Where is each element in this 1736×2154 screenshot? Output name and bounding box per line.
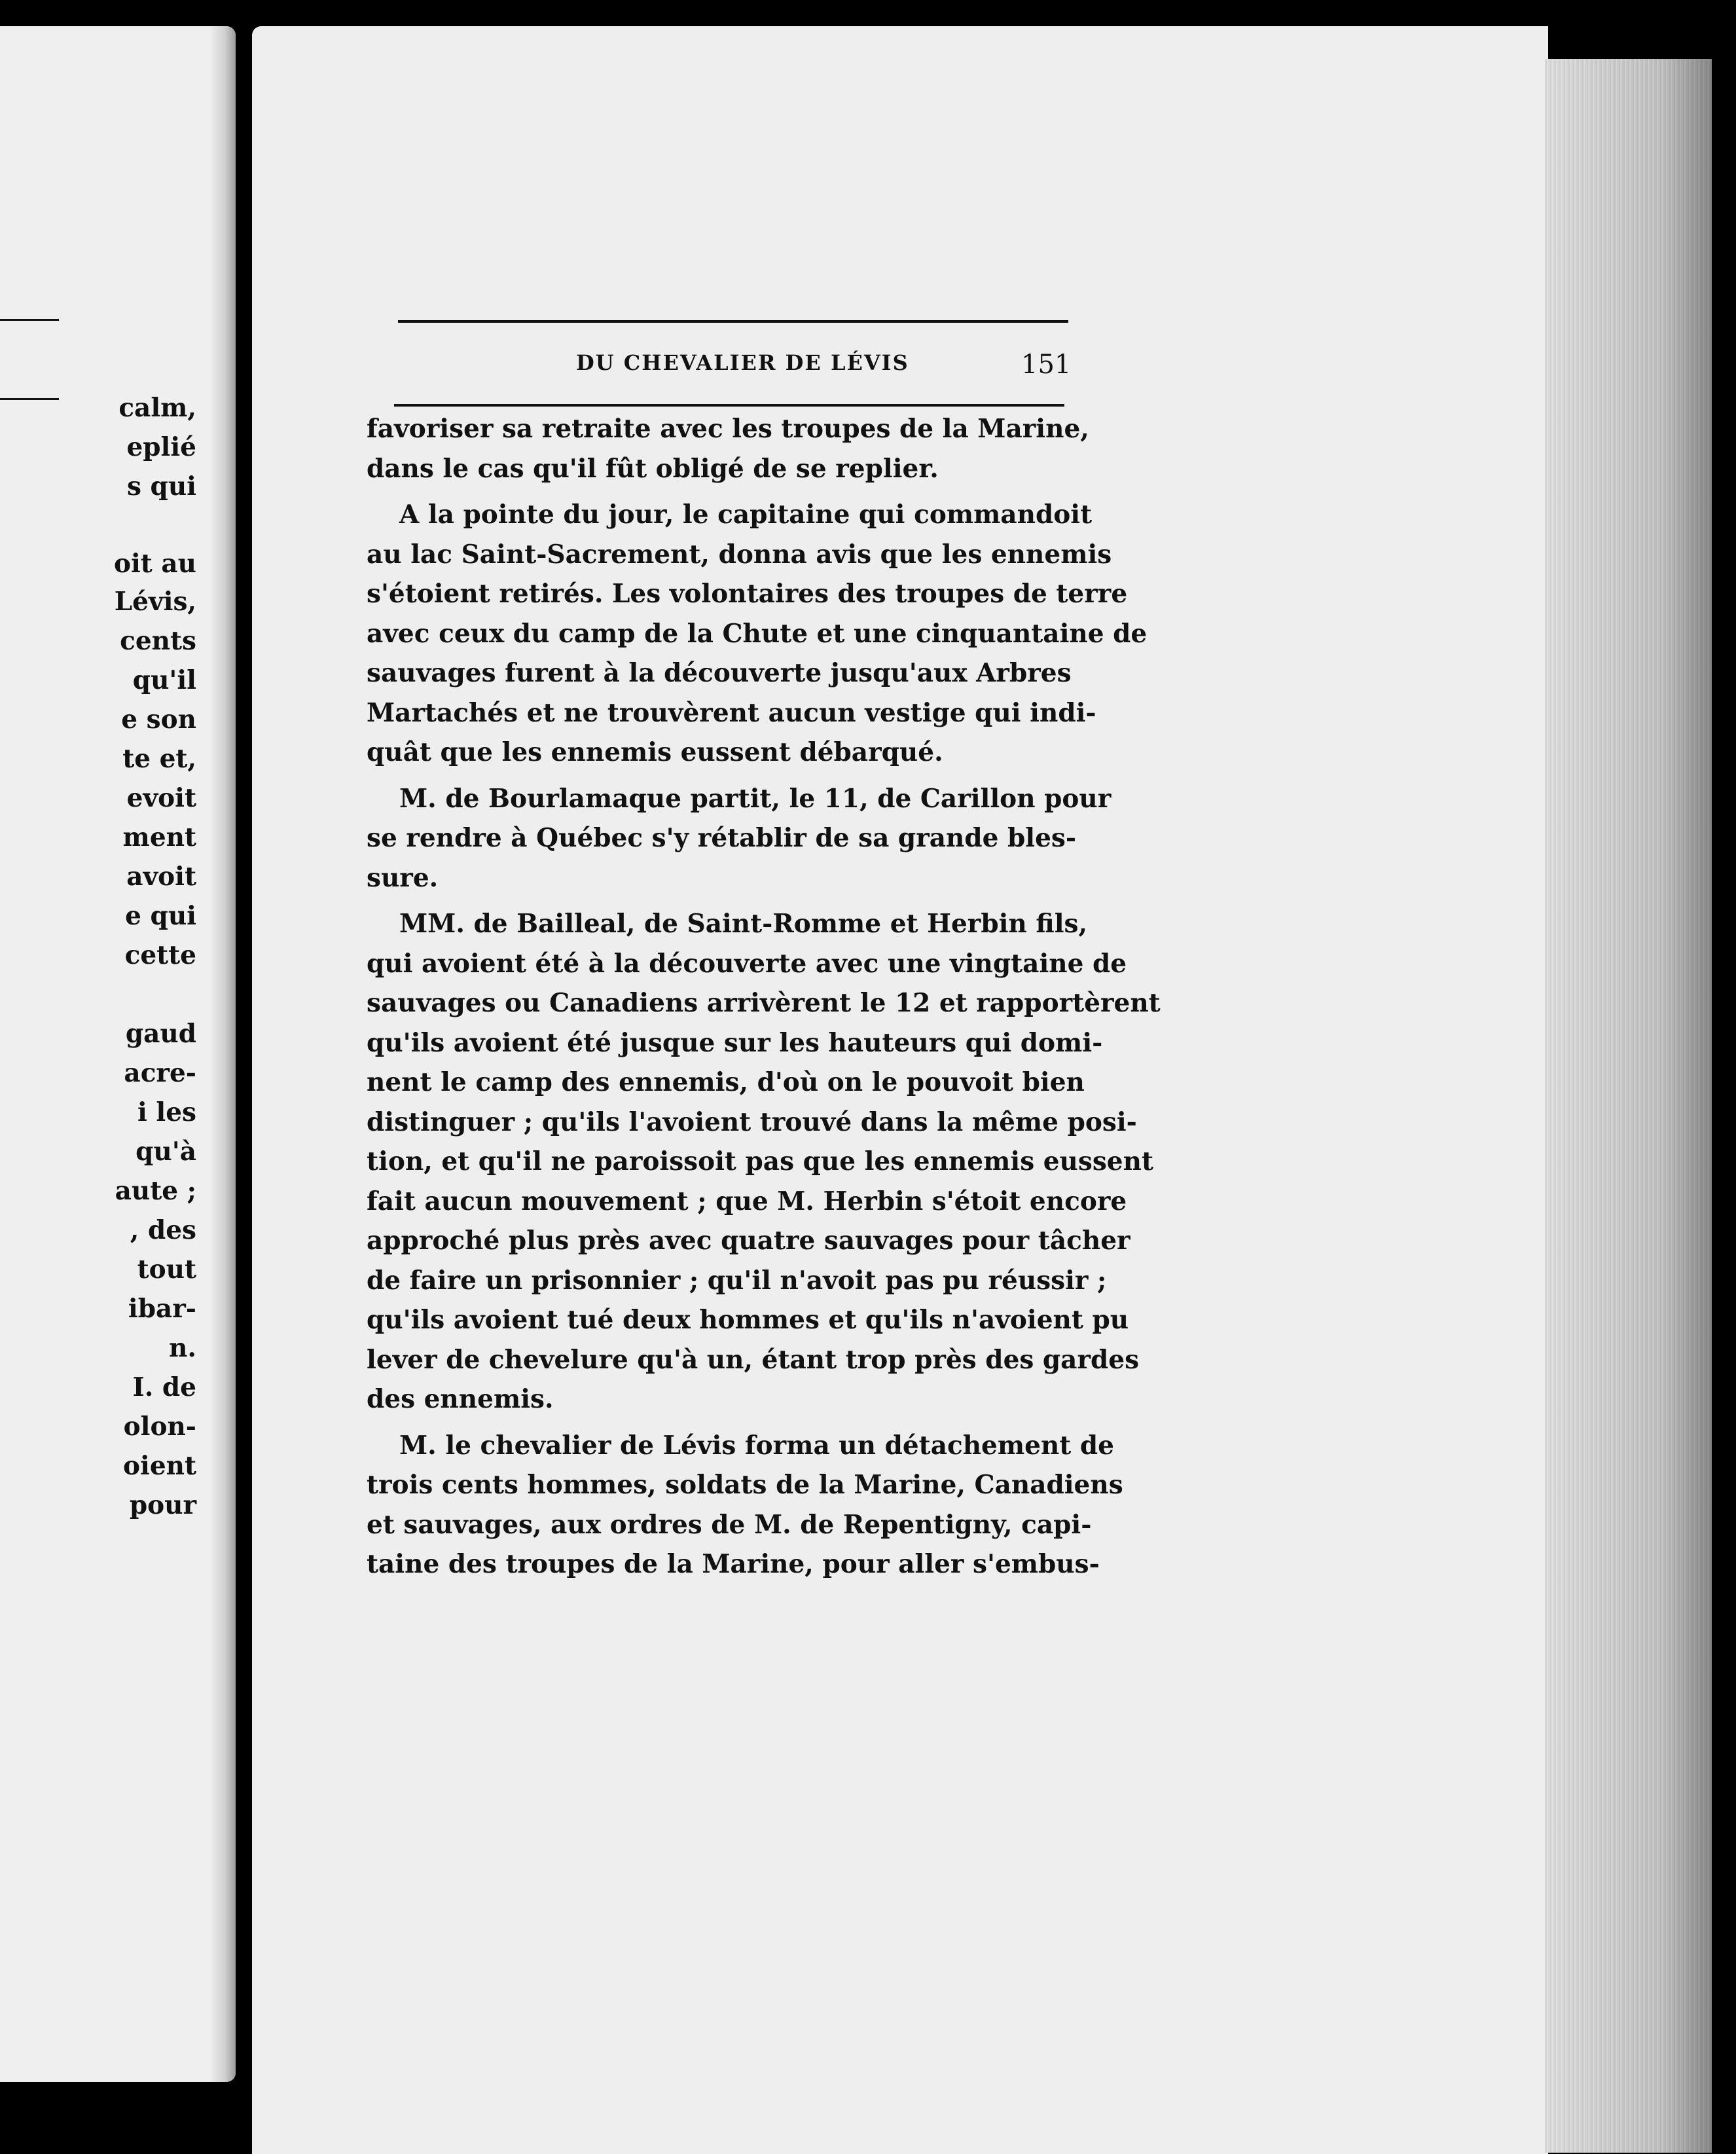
text-line: M. le chevalier de Lévis forma un détachement de <box>399 1430 1114 1461</box>
text-line: MM. de Bailleal, de Saint-Romme et Herbin fils, <box>399 909 1088 939</box>
text-line: au lac Saint-Sacrement, donna avis que les ennemis <box>367 539 1112 570</box>
left-page-line-fragment: Lévis, <box>114 587 196 617</box>
left-page-line-fragment: s qui <box>127 471 196 502</box>
left-page-line-fragment: evoit <box>126 783 196 813</box>
page-number: 151 <box>1021 350 1072 380</box>
text-line: M. de Bourlamaque partit, le 11, de Carillon pour <box>399 783 1112 814</box>
left-page-line-fragment: qu'à <box>136 1137 196 1167</box>
text-line: des ennemis. <box>367 1384 554 1414</box>
paragraph <box>367 779 1112 898</box>
left-page-gutter <box>209 26 236 2082</box>
left-page-line-fragment: gaud <box>125 1019 196 1049</box>
text-line: distinguer ; qu'ils l'avoient trouvé dans la même posi- <box>367 1106 1137 1137</box>
left-page-line-fragment: oient <box>122 1451 196 1481</box>
paragraph <box>367 1426 1123 1584</box>
text-line: de faire un prisonnier ; qu'il n'avoit pas pu réussir ; <box>367 1265 1107 1296</box>
text-line: A la pointe du jour, le capitaine qui commandoit <box>399 500 1093 530</box>
left-page-line-fragment: eplié <box>126 432 196 462</box>
paragraph <box>367 409 1089 488</box>
header-rule-top <box>398 320 1068 323</box>
text-line: s'étoient retirés. Les volontaires des troupes de terre <box>367 579 1128 609</box>
text-line: favoriser sa retraite avec les troupes de la Marine, <box>367 414 1089 444</box>
text-line: se rendre à Québec s'y rétablir de sa grande bles- <box>367 823 1077 853</box>
text-line: tion, et qu'il ne paroissoit pas que les ennemis eussent <box>367 1146 1153 1177</box>
left-page-line-fragment: pour <box>129 1490 196 1520</box>
left-page-line-fragment: tout <box>137 1254 196 1285</box>
left-page-line-fragment: calm, <box>118 393 196 423</box>
running-head: DU CHEVALIER DE LÉVIS <box>576 350 909 375</box>
text-line: sauvages furent à la découverte jusqu'aux Arbres <box>367 658 1072 688</box>
left-page-line-fragment: avoit <box>126 862 196 892</box>
text-line: avec ceux du camp de la Chute et une cinquantaine de <box>367 618 1148 649</box>
text-line: qu'ils avoient été jusque sur les hauteurs qui domi- <box>367 1027 1103 1058</box>
text-line: sauvages ou Canadiens arrivèrent le 12 et rapportèrent <box>367 988 1161 1018</box>
left-page-fragment <box>0 26 236 2082</box>
paragraph <box>367 495 1148 773</box>
left-header-rule-top <box>0 319 59 321</box>
left-page-line-fragment: acre- <box>124 1058 196 1088</box>
left-page-line-fragment: oit au <box>113 549 196 579</box>
left-page-line-fragment: e qui <box>125 901 196 931</box>
text-line: taine des troupes de la Marine, pour aller s'embus- <box>367 1549 1100 1579</box>
left-page-line-fragment: ibar- <box>128 1294 196 1324</box>
text-line: qu'ils avoient tué deux hommes et qu'ils n'avoient pu <box>367 1305 1129 1335</box>
text-line: sure. <box>367 862 439 893</box>
text-line: et sauvages, aux ordres de M. de Repentigny, capi- <box>367 1509 1092 1540</box>
left-page-line-fragment: i les <box>137 1097 196 1127</box>
text-line: qui avoient été à la découverte avec une vingtaine de <box>367 948 1127 979</box>
left-page-line-fragment: cents <box>120 626 196 656</box>
text-line: nent le camp des ennemis, d'où on le pouvoit bien <box>367 1067 1085 1097</box>
left-page-line-fragment: aute ; <box>115 1176 196 1206</box>
left-page-line-fragment: ment <box>122 822 196 852</box>
text-line: lever de chevelure qu'à un, étant trop près des gardes <box>367 1344 1140 1375</box>
left-page-line-fragment: olon- <box>123 1412 196 1442</box>
left-page-line-fragment: I. de <box>132 1372 196 1402</box>
text-line: trois cents hommes, soldats de la Marine, Canadiens <box>367 1470 1123 1500</box>
book-page-edges <box>1545 59 1712 2153</box>
text-line: quât que les ennemis eussent débarqué. <box>367 737 943 767</box>
left-page-line-fragment: qu'il <box>132 665 196 695</box>
paragraph <box>367 904 1161 1419</box>
text-line: Martachés et ne trouvèrent aucun vestige qui indi- <box>367 697 1096 728</box>
text-line: dans le cas qu'il fût obligé de se replier. <box>367 453 939 484</box>
text-line: fait aucun mouvement ; que M. Herbin s'étoit encore <box>367 1186 1127 1216</box>
text-line: approché plus près avec quatre sauvages pour tâcher <box>367 1226 1130 1256</box>
left-page-line-fragment: n. <box>169 1333 196 1363</box>
left-page-line-fragment: , des <box>130 1215 196 1245</box>
body-text <box>367 409 1161 1584</box>
header-rule-bottom <box>394 404 1064 407</box>
left-header-rule-bottom <box>0 398 59 400</box>
left-page-line-fragment: e son <box>121 704 196 735</box>
left-page-line-fragment: te et, <box>122 744 196 774</box>
left-page-line-fragment: cette <box>124 940 196 970</box>
